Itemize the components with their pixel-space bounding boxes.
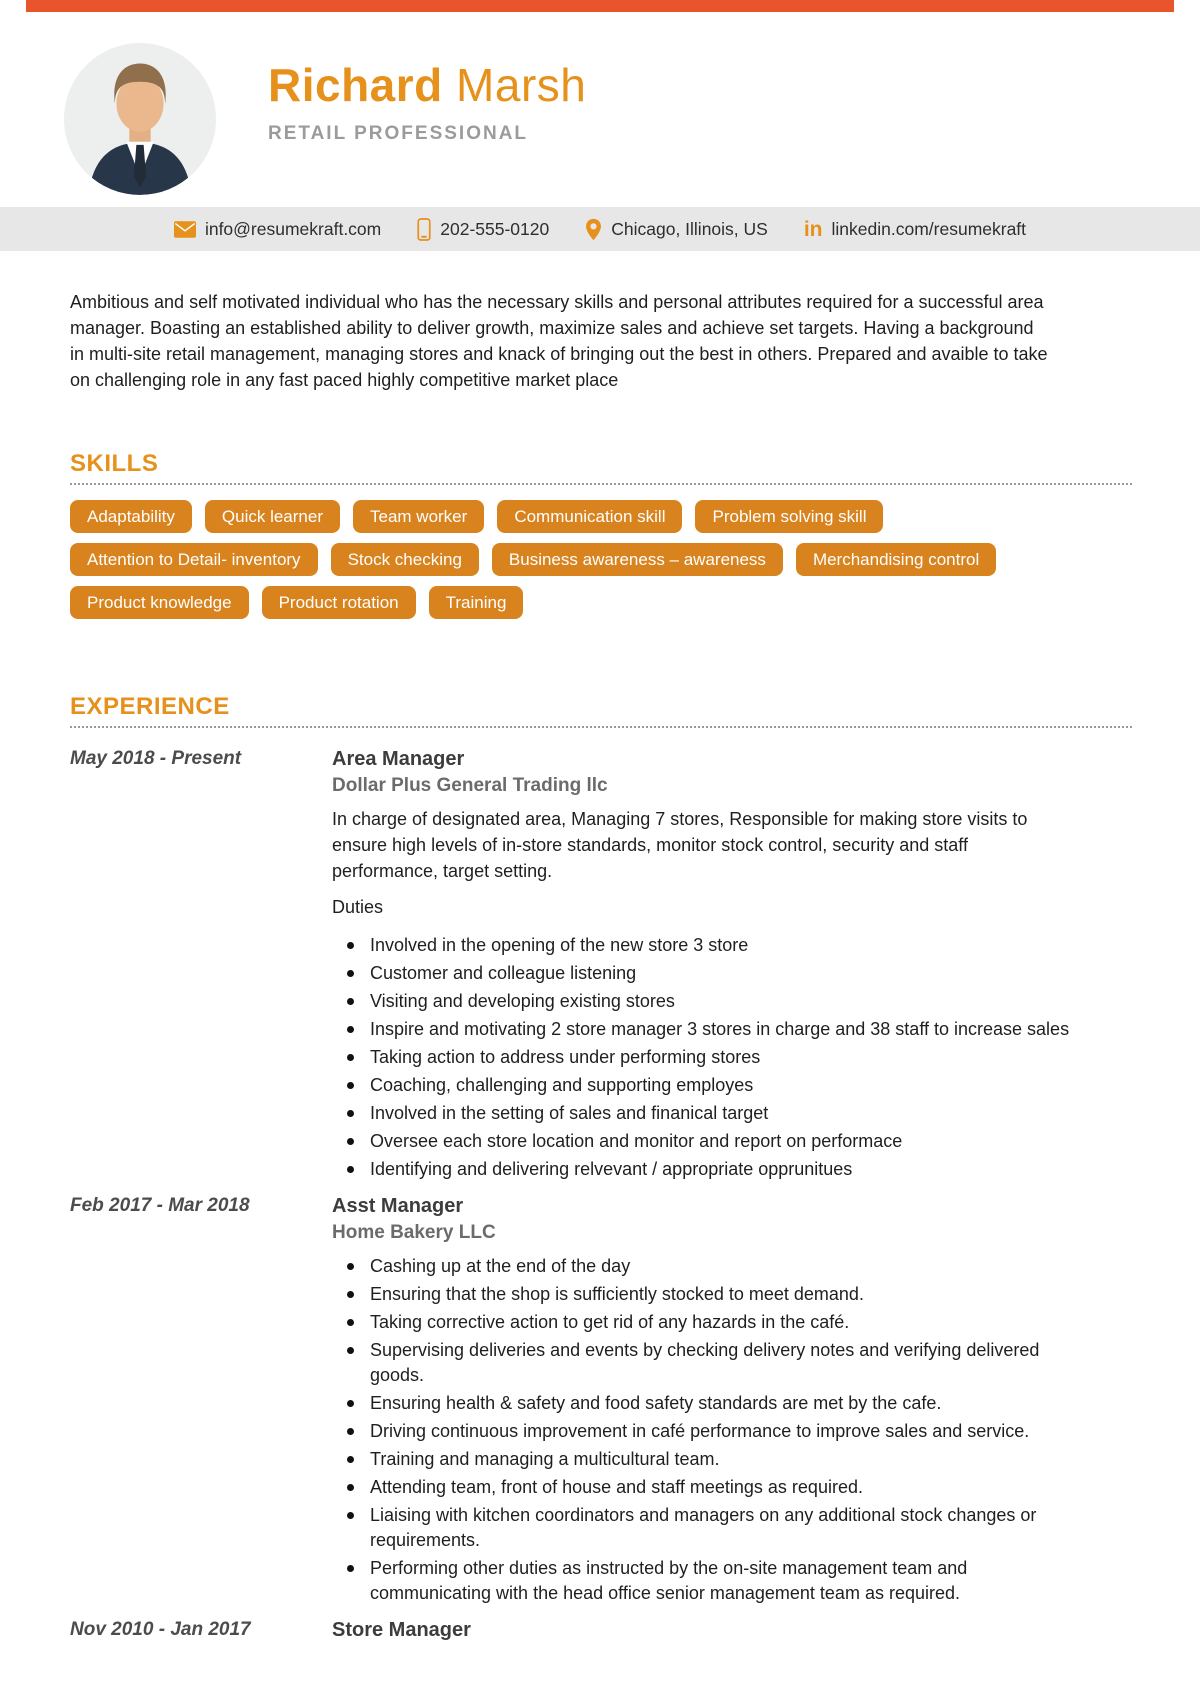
job-bullet: Involved in the setting of sales and finanical target	[332, 1101, 1072, 1126]
skill-pill: Stock checking	[331, 543, 479, 576]
skill-pill: Product knowledge	[70, 586, 249, 619]
phone-text: 202-555-0120	[440, 218, 550, 239]
job-body	[332, 746, 1072, 1185]
job-bullet: Driving continuous improvement in café performance to improve sales and service.	[332, 1419, 1072, 1444]
job-entry-area-manager	[70, 746, 1132, 1185]
contact-email[interactable]	[174, 219, 381, 240]
job-bullet: Attending team, front of house and staff meetings as required.	[332, 1475, 1072, 1500]
job-bullet-list	[332, 1254, 1072, 1606]
location-text: Chicago, Illinois, US	[611, 218, 768, 239]
person-name	[268, 61, 586, 109]
job-title: Store Manager	[332, 1619, 471, 1641]
job-body	[332, 1617, 1072, 1643]
summary-paragraph: Ambitious and self motivated individual who has the necessary skills and personal attributes required for a successful area manager. Boasting an established ability to deliver growth, maximize sales and achieve set targets. Having a background in multi-site retail management, managing stores and knack of bringing out the best in others. Prepared and avaible to take on challenging role in any fast paced highly competitive market place	[70, 292, 1048, 390]
skills-header	[70, 450, 1132, 485]
job-title: Area Manager	[332, 748, 465, 770]
skill-pill: Team worker	[353, 500, 484, 533]
contact-linkedin[interactable]	[804, 219, 1026, 240]
contact-location	[585, 218, 768, 241]
skill-pill: Merchandising control	[796, 543, 996, 576]
contact-bar	[0, 207, 1200, 251]
professional-title: RETAIL PROFESSIONAL	[268, 123, 529, 145]
job-bullet: Performing other duties as instructed by the on-site management team and communicating with the head office senior management team as required.	[332, 1556, 1072, 1606]
job-bullet: Visiting and developing existing stores	[332, 989, 1072, 1014]
profile-photo-illustration	[64, 43, 216, 195]
job-dates: May 2018 - Present	[70, 748, 242, 769]
skills-title: SKILLS	[70, 450, 159, 477]
job-bullet: Oversee each store location and monitor and report on performace	[332, 1129, 1072, 1154]
job-company: Dollar Plus General Trading llc	[332, 775, 608, 796]
experience-title: EXPERIENCE	[70, 693, 230, 720]
skills-section	[0, 450, 1200, 619]
linkedin-icon: in	[803, 217, 823, 241]
job-bullet: Ensuring health & safety and food safety standards are met by the cafe.	[332, 1391, 1072, 1416]
skill-pill: Product rotation	[262, 586, 416, 619]
job-dates: Feb 2017 - Mar 2018	[70, 1195, 250, 1216]
skill-pill: Attention to Detail- inventory	[70, 543, 318, 576]
resume-header	[0, 12, 1200, 195]
job-bullet: Training and managing a multicultural team.	[332, 1447, 1072, 1472]
skill-pill: Communication skill	[497, 500, 682, 533]
skill-pill: Quick learner	[205, 500, 340, 533]
job-bullet-list	[332, 933, 1072, 1182]
skill-pill: Problem solving skill	[695, 500, 883, 533]
skills-row-1	[70, 500, 1132, 533]
name-block	[268, 43, 586, 195]
job-entry-store-manager	[70, 1617, 1132, 1643]
contact-phone	[417, 218, 549, 241]
skills-row-3	[70, 586, 1132, 619]
first-name: Richard	[268, 59, 443, 111]
job-bullet: Liaising with kitchen coordinators and managers on any additional stock changes or requirements.	[332, 1503, 1072, 1553]
location-pin-icon	[585, 218, 602, 241]
duties-label: Duties	[332, 897, 384, 917]
job-bullet: Identifying and delivering relvevant / appropriate opprunitues	[332, 1157, 1072, 1182]
job-bullet: Cashing up at the end of the day	[332, 1254, 1072, 1279]
job-bullet: Taking corrective action to get rid of any hazards in the café.	[332, 1310, 1072, 1335]
job-bullet: Coaching, challenging and supporting employes	[332, 1073, 1072, 1098]
job-bullet: Customer and colleague listening	[332, 961, 1072, 986]
skill-pill: Training	[429, 586, 524, 619]
email-icon	[174, 221, 196, 238]
linkedin-text: linkedin.com/resumekraft	[831, 218, 1027, 239]
job-body	[332, 1193, 1072, 1609]
skill-pill: Adaptability	[70, 500, 192, 533]
job-description: In charge of designated area, Managing 7 stores, Responsible for making store visits to ensure high levels of in-store standards, monitor stock control, security and staff performance, target setting.	[332, 809, 1028, 881]
top-accent-bar	[26, 0, 1174, 12]
job-company: Home Bakery LLC	[332, 1222, 496, 1243]
experience-section	[0, 693, 1200, 1643]
experience-header	[70, 693, 1132, 728]
job-title: Asst Manager	[332, 1195, 464, 1217]
job-bullet: Ensuring that the shop is sufficiently stocked to meet demand.	[332, 1282, 1072, 1307]
skill-pill: Business awareness – awareness	[492, 543, 783, 576]
last-name: Marsh	[456, 59, 587, 111]
profile-photo	[64, 43, 216, 195]
email-text: info@resumekraft.com	[204, 218, 382, 239]
skills-row-2	[70, 543, 1132, 576]
job-dates: Nov 2010 - Jan 2017	[70, 1619, 251, 1640]
job-entry-asst-manager	[70, 1193, 1132, 1609]
job-bullet: Supervising deliveries and events by checking delivery notes and verifying delivered goods.	[332, 1338, 1072, 1388]
job-bullet: Inspire and motivating 2 store manager 3 stores in charge and 38 staff to increase sales	[332, 1017, 1072, 1042]
job-bullet: Taking action to address under performing stores	[332, 1045, 1072, 1070]
phone-icon	[417, 218, 431, 241]
job-bullet: Involved in the opening of the new store 3 store	[332, 933, 1072, 958]
